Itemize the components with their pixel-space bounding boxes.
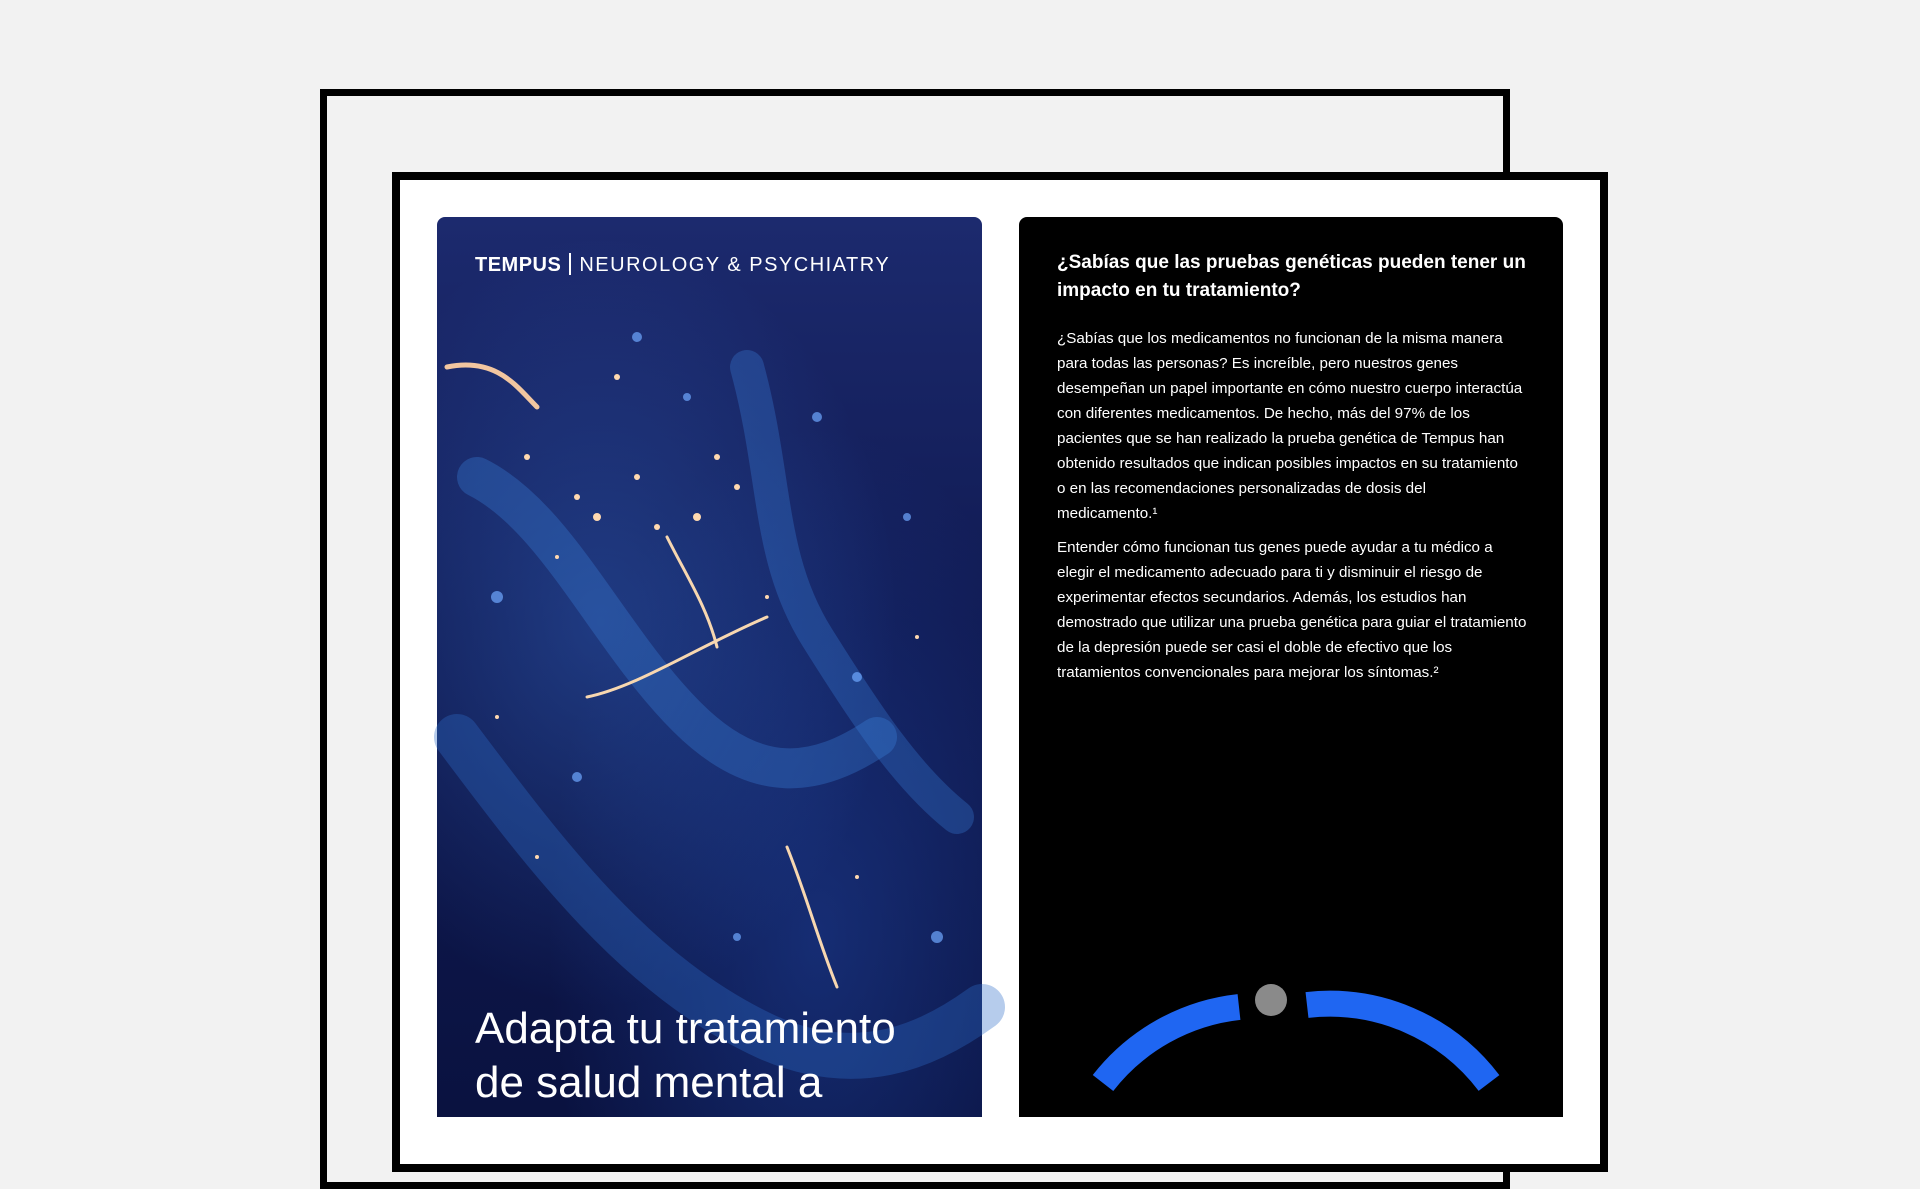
brand-logo-text: TEMPUS bbox=[475, 254, 562, 276]
info-paragraph-2: Entender cómo funcionan tus genes puede ayudar a tu médico a elegir el medicamento adecuado para ti y disminuir el riesgo de experimentar efectos secundarios. Además, los estudios han demostrado que utilizar una prueba genética para guiar el tratamiento de la depresión puede ser casi el doble de efectivo que los tratamientos convencionales para mejorar los síntomas.² bbox=[1057, 539, 1527, 681]
brand-separator bbox=[569, 253, 571, 275]
brand-logo bbox=[475, 253, 890, 277]
donut-segment-gray bbox=[1255, 984, 1287, 1016]
dna-helix-illustration bbox=[437, 217, 982, 1117]
info-paragraph-1: ¿Sabías que los medicamentos no funcionan de la misma manera para todas las personas? Es increíble, pero nuestros genes desempeñan un papel importante en cómo nuestro cuerpo interactúa con diferentes medicamentos. De hecho, más del 97% de los pacientes que se han realizado la prueba genética de Tempus han obtenido resultados que indican posibles impactos en su tratamiento o en las recomendaciones personalizadas de dosis del medicamento.¹ bbox=[1057, 330, 1523, 522]
cover-panel bbox=[437, 217, 982, 1117]
brand-division: NEUROLOGY & PSYCHIATRY bbox=[579, 254, 891, 276]
cover-headline: Adapta tu tratamiento de salud mental a bbox=[475, 1004, 896, 1107]
info-panel bbox=[1019, 217, 1563, 1117]
donut-segment-right bbox=[1307, 1004, 1489, 1083]
info-title: ¿Sabías que las pruebas genéticas pueden tener un impacto en tu tratamiento? bbox=[1057, 252, 1526, 301]
donut-chart bbox=[1019, 217, 1563, 1117]
donut-segment-left bbox=[1103, 1007, 1239, 1083]
